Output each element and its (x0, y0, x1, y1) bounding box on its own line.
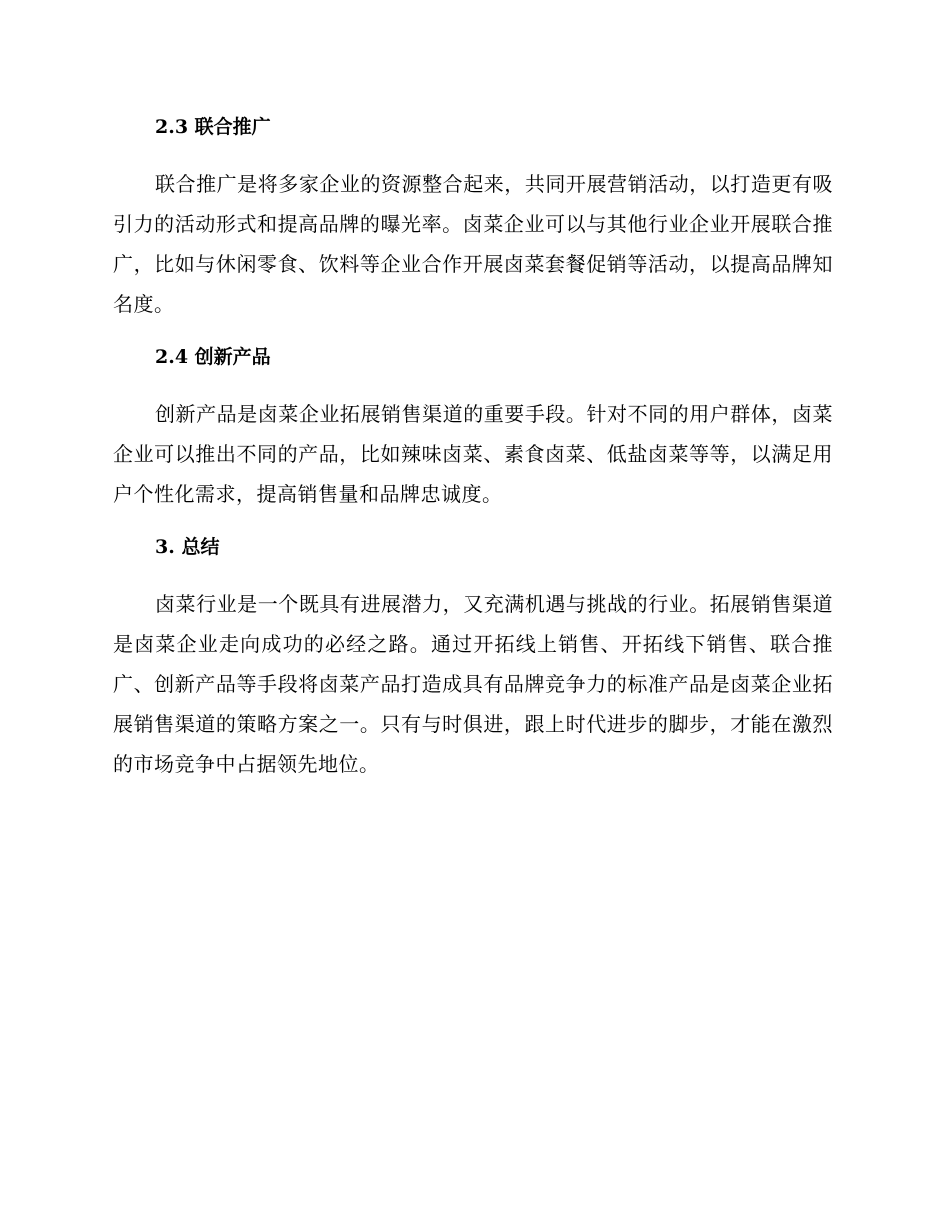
section-body-2-4: 创新产品是卤菜企业拓展销售渠道的重要手段。针对不同的用户群体，卤菜企业可以推出不同的产品，比如辣味卤菜、素食卤菜、低盐卤菜等等，以满足用户个性化需求，提高销售量和品牌忠诚度。 (113, 402, 833, 506)
section-heading-2-4: 2.4 创新产品 (155, 346, 271, 368)
section-body-2-3: 联合推广是将多家企业的资源整合起来，共同开展营销活动，以打造更有吸引力的活动形式和提高品牌的曝光率。卤菜企业可以与其他行业企业开展联合推广，比如与休闲零食、饮料等企业合作开展卤菜套餐促销等活动，以提高品牌知名度。 (113, 172, 833, 316)
section-heading-2-3: 2.3 联合推广 (155, 116, 271, 138)
section-body-3: 卤菜行业是一个既具有进展潜力，又充满机遇与挑战的行业。拓展销售渠道是卤菜企业走向成功的必经之路。通过开拓线上销售、开拓线下销售、联合推广、创新产品等手段将卤菜产品打造成具有品牌竞争力的标准产品是卤菜企业拓展销售渠道的策略方案之一。只有与时俱进，跟上时代进步的脚步，才能在激烈的市场竞争中占据领先地位。 (113, 592, 833, 776)
section-heading-3: 3. 总结 (155, 536, 220, 558)
document-content (113, 110, 833, 784)
